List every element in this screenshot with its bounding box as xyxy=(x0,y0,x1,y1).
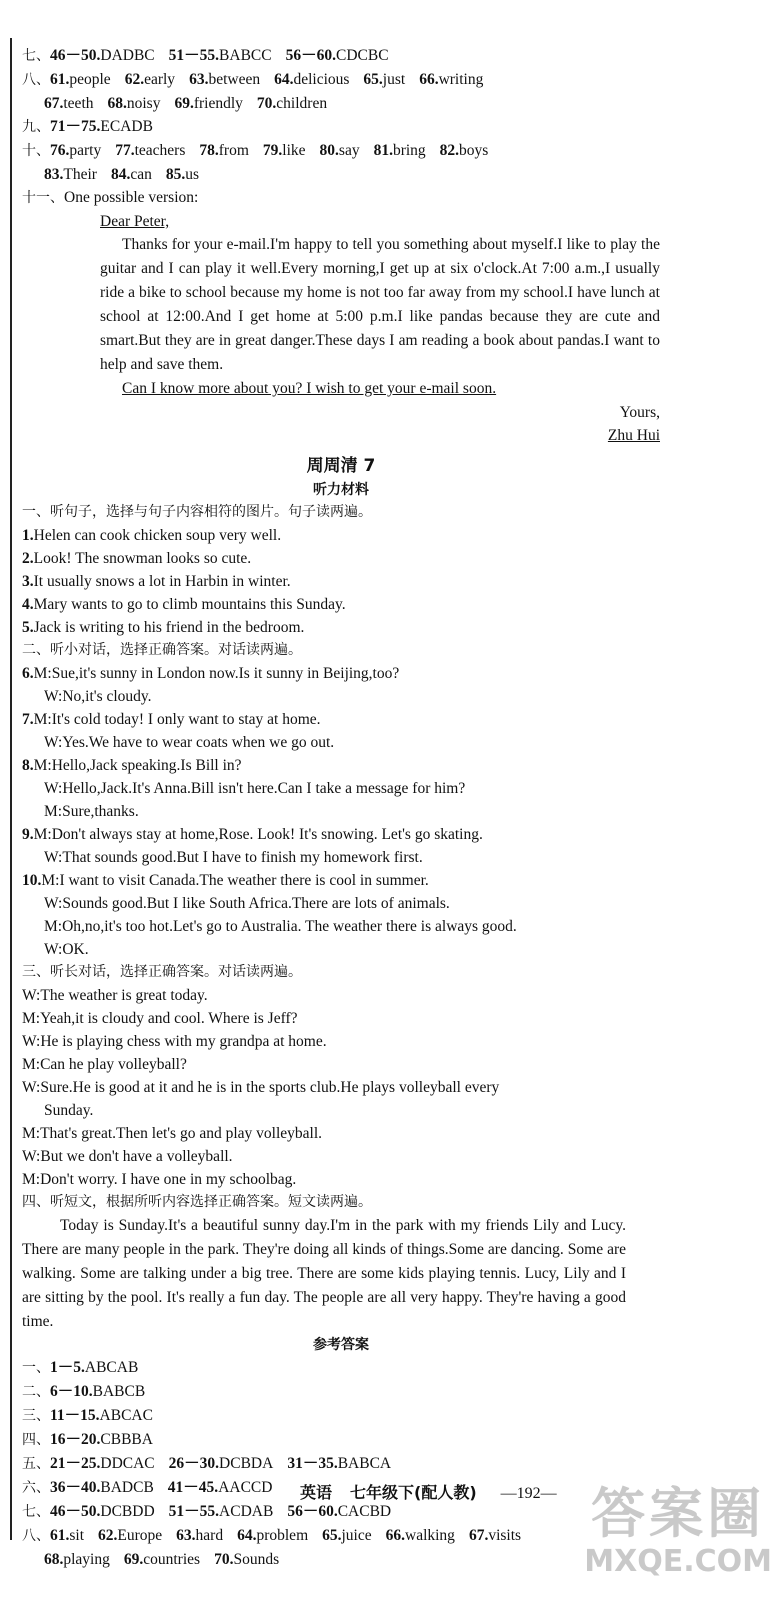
sentence-item xyxy=(22,547,632,570)
item-answer: visits xyxy=(488,1527,522,1544)
section-number: 七、 xyxy=(22,48,50,64)
dialogue-line: M:That's great.Then let's go and play volleyball. xyxy=(22,1125,323,1142)
item-answer: juice xyxy=(341,1527,372,1544)
item-answer: hard xyxy=(195,1527,224,1544)
item-number: 70. xyxy=(214,1551,234,1568)
sentence-item xyxy=(22,616,632,639)
section-number: 六、 xyxy=(22,1480,50,1496)
item-number: 61. xyxy=(50,1527,70,1544)
part-heading: 四、听短文，根据所听内容选择正确答案。短文读两遍。 xyxy=(22,1194,372,1210)
section-number: 八、 xyxy=(22,1528,50,1544)
item-number: 66. xyxy=(419,71,439,88)
dialogue-line xyxy=(22,708,632,731)
answer-line-11 xyxy=(22,186,632,210)
answer-value: BADCB xyxy=(100,1479,154,1496)
item-answer: Sounds xyxy=(233,1551,280,1568)
answer-value: DCBDA xyxy=(219,1455,274,1472)
section-number: 七、 xyxy=(22,1504,50,1520)
dialogue-line: W:OK. xyxy=(44,941,89,958)
item-answer: Their xyxy=(63,166,97,183)
dialogue-line xyxy=(22,823,632,846)
item-answer: can xyxy=(130,166,152,183)
dialogue-line: W:Sure.He is good at it and he is in the sports club.He plays volleyball every xyxy=(22,1079,500,1096)
item-answer: boys xyxy=(459,142,489,159)
item-number: 76. xyxy=(50,142,70,159)
listening-passage: Today is Sunday.It's a beautiful sunny day.I'm in the park with my friends Lily and Lucy. There are many people in the park. They're doing all kinds of things.Some are dancing. Some are walking. Some are talking under a big tree. There are some kids playing tennis. Lucy, Lily and I are sitting by the pool. It's really a fun day. The people are all very happy. They're having a good time. xyxy=(22,1217,626,1330)
dialogue-line: M:Sure,thanks. xyxy=(44,803,139,820)
section-number: 九、 xyxy=(22,119,50,135)
dialogue-line: W:Yes.We have to wear coats when we go out. xyxy=(44,734,335,751)
item-number: 63. xyxy=(176,1527,196,1544)
item-number: 68. xyxy=(107,95,127,112)
answer-value: CACBD xyxy=(337,1503,392,1520)
item-number: 2. xyxy=(22,550,34,567)
dialogue-line: M:Don't worry. I have one in my schoolbag. xyxy=(22,1171,297,1188)
section-number: 二、 xyxy=(22,1384,50,1400)
item-answer: teachers xyxy=(134,142,186,159)
item-number: 82. xyxy=(439,142,460,159)
item-answer: us xyxy=(185,166,200,183)
item-answer: Europe xyxy=(117,1527,163,1544)
dialogue-text: M:Don't always stay at home,Rose. Look! It's snowing. Let's go skating. xyxy=(33,826,483,843)
item-answer: like xyxy=(282,142,306,159)
dialogue-line: W:He is playing chess with my grandpa at home. xyxy=(22,1033,327,1050)
answer-value: BABCA xyxy=(337,1455,392,1472)
sentence-text: It usually snows a lot in Harbin in winter. xyxy=(33,573,291,590)
section-number: 十一、 xyxy=(22,190,64,206)
page-number: —192— xyxy=(500,1485,557,1502)
answer-value: DDCAC xyxy=(100,1455,155,1472)
answer-line-7 xyxy=(22,44,632,68)
item-number: 68. xyxy=(44,1551,64,1568)
sentence-item xyxy=(22,593,632,616)
section-number: 十、 xyxy=(22,143,50,159)
question-range: 31－35. xyxy=(287,1455,338,1472)
margin-rule xyxy=(10,38,12,1540)
question-range: 1－5. xyxy=(50,1359,85,1376)
question-range: 6－10. xyxy=(50,1383,93,1400)
answer-line xyxy=(22,1404,632,1428)
answer-value: ECADB xyxy=(100,118,153,135)
letter-body: Thanks for your e-mail.I'm happy to tell you something about myself.I like to play the guitar and I can play it well.Every morning,I get up at six o'clock.At 7:00 a.m.,I usually ride a bike to school because my home is not too far away from my school.I have lunch at school at 12:00.And I get home at 5:00 p.m.I like pandas because they are cute and smart.But they are in great danger.These days I am reading a book about pandas.I want to help and save them. xyxy=(100,236,660,373)
dialogue-line: M:Oh,no,it's too hot.Let's go to Australia. The weather there is always good. xyxy=(44,918,517,935)
item-number: 64. xyxy=(237,1527,257,1544)
answer-value: CBBBA xyxy=(100,1431,153,1448)
answer-value: BABCB xyxy=(92,1383,146,1400)
item-number: 85. xyxy=(165,166,186,183)
question-range: 56－60. xyxy=(285,47,336,64)
dialogue-text: M:It's cold today! I only want to stay at home. xyxy=(33,711,321,728)
letter-signature: Zhu Hui xyxy=(607,427,660,444)
answer-line-10 xyxy=(22,139,632,163)
question-range: 11－15. xyxy=(50,1407,100,1424)
dialogue-line: Sunday. xyxy=(44,1102,94,1119)
answer-line-10b xyxy=(22,163,632,186)
dialogue-line: W:Sounds good.But I like South Africa.There are lots of animals. xyxy=(44,895,450,912)
item-answer: from xyxy=(218,142,249,159)
item-number: 65. xyxy=(322,1527,342,1544)
answer-value: DCBDD xyxy=(100,1503,155,1520)
item-number: 4. xyxy=(22,596,34,613)
item-answer: party xyxy=(69,142,102,159)
item-answer: friendly xyxy=(193,95,243,112)
page-content xyxy=(22,44,660,1571)
item-answer: early xyxy=(144,71,176,88)
item-number: 77. xyxy=(115,142,135,159)
version-label: One possible version: xyxy=(64,189,199,206)
answer-value: ABCAB xyxy=(84,1359,139,1376)
item-number: 69. xyxy=(123,1551,144,1568)
footer-subject: 英语 xyxy=(300,1483,333,1502)
dialogue-line: W:The weather is great today. xyxy=(22,987,208,1004)
answer-value: CDCBC xyxy=(336,47,389,64)
section-number: 八、 xyxy=(22,72,50,88)
dialogue-text: M:I want to visit Canada.The weather there is cool in summer. xyxy=(41,872,429,889)
watermark-url: MXQE.COM xyxy=(584,1544,772,1579)
item-answer: teeth xyxy=(63,95,94,112)
item-answer: children xyxy=(276,95,328,112)
answer-line-8b-final xyxy=(22,1548,632,1571)
answer-line xyxy=(22,1452,632,1476)
item-number: 61. xyxy=(50,71,70,88)
part-heading: 一、听句子，选择与句子内容相符的图片。句子读两遍。 xyxy=(22,504,372,520)
question-range: 56－60. xyxy=(287,1503,338,1520)
question-range: 26－30. xyxy=(168,1455,220,1472)
item-answer: bring xyxy=(392,142,426,159)
letter-greeting: Dear Peter, xyxy=(100,213,170,230)
item-answer: problem xyxy=(256,1527,309,1544)
section-number: 四、 xyxy=(22,1432,50,1448)
sentence-item xyxy=(22,570,632,593)
item-number: 70. xyxy=(256,95,277,112)
item-number: 67. xyxy=(44,95,64,112)
dialogue-line: W:Hello,Jack.It's Anna.Bill isn't here.Can I take a message for him? xyxy=(44,780,466,797)
dialogue-line: M:Yeah,it is cloudy and cool. Where is Jeff? xyxy=(22,1010,298,1027)
watermark-logo-text: 答案圈 xyxy=(591,1482,766,1545)
section-title: 周周清 7 xyxy=(306,456,376,476)
item-answer: writing xyxy=(438,71,484,88)
item-number: 84. xyxy=(110,166,131,183)
item-number: 9. xyxy=(22,826,34,843)
item-number: 62. xyxy=(98,1527,118,1544)
letter-closing: Yours, xyxy=(619,404,660,421)
item-number: 5. xyxy=(22,619,34,636)
sentence-text: Look! The snowman looks so cute. xyxy=(33,550,252,567)
answer-value: ACDAB xyxy=(219,1503,274,1520)
item-answer: sit xyxy=(69,1527,85,1544)
letter-closing-paragraph: Can I know more about you? I wish to get your e-mail soon. xyxy=(122,380,497,397)
page-footer xyxy=(300,1480,557,1503)
dialogue-line xyxy=(22,754,632,777)
item-answer: just xyxy=(382,71,406,88)
item-number: 7. xyxy=(22,711,34,728)
answer-line-8b xyxy=(22,92,632,115)
item-number: 69. xyxy=(174,95,194,112)
item-answer: countries xyxy=(143,1551,201,1568)
answer-line-8 xyxy=(22,68,632,92)
sentence-item xyxy=(22,524,632,547)
question-range: 71－75. xyxy=(50,118,101,135)
sentence-text: Mary wants to go to climb mountains this Sunday. xyxy=(33,596,346,613)
question-range: 46－50. xyxy=(50,47,101,64)
dialogue-text: M:Sue,it's sunny in London now.Is it sunny in Beijing,too? xyxy=(33,665,400,682)
dialogue-line: W:No,it's cloudy. xyxy=(44,688,152,705)
item-number: 1. xyxy=(22,527,34,544)
answer-line-8-final xyxy=(22,1524,632,1548)
dialogue-line: W:That sounds good.But I have to finish my homework first. xyxy=(44,849,423,866)
answer-value: ABCAC xyxy=(99,1407,153,1424)
answer-line xyxy=(22,1428,632,1452)
item-number: 63. xyxy=(189,71,209,88)
answer-line xyxy=(22,1500,632,1524)
item-answer: between xyxy=(208,71,261,88)
item-number: 78. xyxy=(199,142,219,159)
question-range: 41－45. xyxy=(167,1479,219,1496)
item-number: 6. xyxy=(22,665,34,682)
answer-value: BABCC xyxy=(219,47,272,64)
item-number: 3. xyxy=(22,573,34,590)
dialogue-text: M:Hello,Jack speaking.Is Bill in? xyxy=(33,757,242,774)
item-number: 79. xyxy=(262,142,283,159)
question-range: 36－40. xyxy=(50,1479,101,1496)
question-range: 46－50. xyxy=(50,1503,101,1520)
answer-line xyxy=(22,1356,632,1380)
item-answer: walking xyxy=(405,1527,455,1544)
item-answer: delicious xyxy=(293,71,350,88)
question-range: 21－25. xyxy=(50,1455,101,1472)
dialogue-line xyxy=(22,662,632,685)
item-answer: noisy xyxy=(126,95,161,112)
item-number: 83. xyxy=(44,166,64,183)
section-number: 五、 xyxy=(22,1456,50,1472)
dialogue-line: W:But we don't have a volleyball. xyxy=(22,1148,233,1165)
part-heading: 二、听小对话，选择正确答案。对话读两遍。 xyxy=(22,642,302,658)
sentence-text: Jack is writing to his friend in the bedroom. xyxy=(33,619,305,636)
question-range: 16－20. xyxy=(50,1431,101,1448)
item-number: 8. xyxy=(22,757,34,774)
answer-value: DADBC xyxy=(100,47,155,64)
item-number: 62. xyxy=(124,71,145,88)
item-number: 66. xyxy=(385,1527,405,1544)
answer-value: AACCD xyxy=(218,1479,273,1496)
part-heading: 三、听长对话，选择正确答案。对话读两遍。 xyxy=(22,964,302,980)
answer-line xyxy=(22,1380,632,1404)
item-number: 80. xyxy=(319,142,339,159)
item-number: 67. xyxy=(468,1527,489,1544)
footer-grade: 七年级下(配人教) xyxy=(350,1483,477,1502)
item-number: 65. xyxy=(363,71,383,88)
section-number: 一、 xyxy=(22,1360,50,1376)
question-range: 51－55. xyxy=(168,47,220,64)
watermark-logo xyxy=(584,1484,772,1580)
answer-line-9 xyxy=(22,115,632,139)
sample-letter xyxy=(22,210,660,447)
item-number: 10. xyxy=(22,872,42,889)
item-answer: people xyxy=(69,71,111,88)
listening-material-title: 听力材料 xyxy=(313,482,369,498)
dialogue-line: M:Can he play volleyball? xyxy=(22,1056,187,1073)
section-number: 三、 xyxy=(22,1408,50,1424)
item-answer: playing xyxy=(63,1551,110,1568)
question-range: 51－55. xyxy=(168,1503,220,1520)
item-number: 81. xyxy=(373,142,393,159)
answers-title: 参考答案 xyxy=(313,1337,369,1353)
item-number: 64. xyxy=(274,71,294,88)
dialogue-line xyxy=(22,869,632,892)
sentence-text: Helen can cook chicken soup very well. xyxy=(33,527,282,544)
item-answer: say xyxy=(338,142,360,159)
